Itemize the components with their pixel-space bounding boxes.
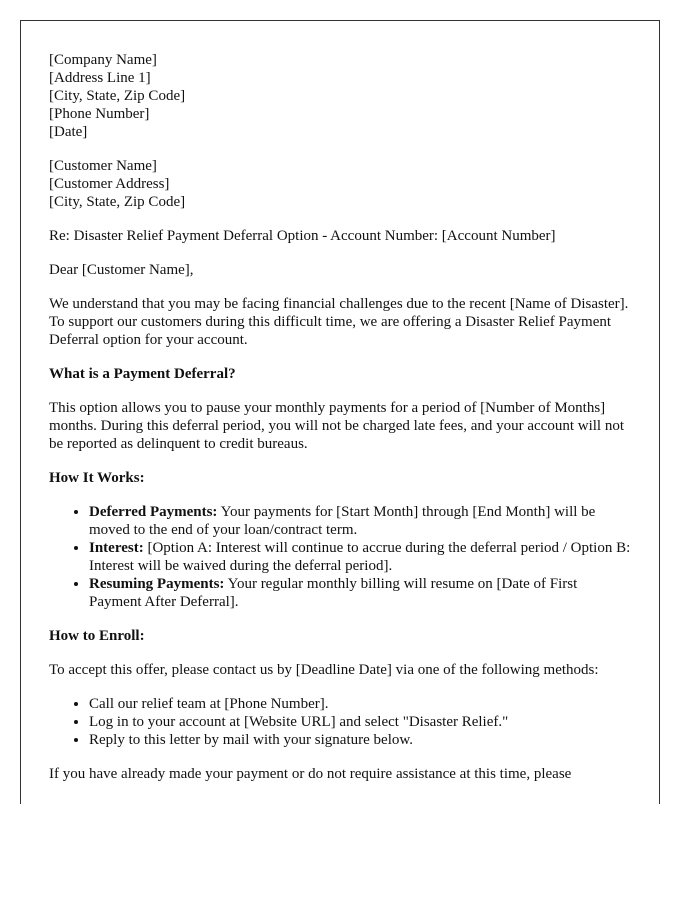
list-item <box>89 575 631 611</box>
section-heading-what: What is a Payment Deferral? <box>49 366 236 382</box>
letter-date: [Date] <box>49 124 88 140</box>
section-heading-enroll: How to Enroll: <box>49 628 145 644</box>
section-body-enroll: To accept this offer, please contact us by [Deadline Date] via one of the following methods: <box>49 662 599 678</box>
recipient-name: [Customer Name] <box>49 158 157 174</box>
list-item-label: Interest: <box>89 540 144 556</box>
list-item-label: Resuming Payments: <box>89 576 225 592</box>
salutation: Dear [Customer Name], <box>49 262 194 278</box>
sender-company-name: [Company Name] <box>49 52 157 68</box>
sender-address-line-1: [Address Line 1] <box>49 70 151 86</box>
sender-address-block <box>49 51 631 141</box>
list-item: • Call our relief team at [Phone Number]. <box>89 695 631 713</box>
list-item-text: Your payments for [Start Month] through [End Month] will be moved to the end of your loan/contract term. <box>89 504 596 538</box>
closing-paragraph: If you have already made your payment or do not require assistance at this time, please <box>49 766 572 782</box>
recipient-address-block <box>49 157 631 211</box>
enroll-methods-list <box>49 695 631 749</box>
list-item-text: Your regular monthly billing will resume on [Date of First Payment After Deferral]. <box>89 576 578 610</box>
recipient-city-state-zip: [City, State, Zip Code] <box>49 194 186 210</box>
list-item: • Reply to this letter by mail with your signature below. <box>89 731 631 749</box>
section-body-what: This option allows you to pause your monthly payments for a period of [Number of Months] months. During this deferral period, you will not be charged late fees, and your account will not be reported as delinquent to credit bureaus. <box>49 400 624 452</box>
intro-paragraph: We understand that you may be facing financial challenges due to the recent [Name of Disaster]. To support our customers during this difficult time, we are offering a Disaster Relief Payment Deferral option for your account. <box>49 296 629 348</box>
sender-city-state-zip: [City, State, Zip Code] <box>49 88 186 104</box>
list-item: • Log in to your account at [Website URL] and select "Disaster Relief." <box>89 713 631 731</box>
how-it-works-list <box>49 503 631 611</box>
subject-line: Re: Disaster Relief Payment Deferral Option - Account Number: [Account Number] <box>49 228 556 244</box>
list-item <box>89 539 631 575</box>
sender-phone-number: [Phone Number] <box>49 106 150 122</box>
list-item-label: Deferred Payments: <box>89 504 218 520</box>
list-item-text: [Option A: Interest will continue to accrue during the deferral period / Option B: Interest will be waived during the deferral period]. <box>89 540 631 574</box>
section-heading-how: How It Works: <box>49 470 145 486</box>
list-item <box>89 503 631 539</box>
recipient-address: [Customer Address] <box>49 176 170 192</box>
letter-page <box>20 20 660 804</box>
